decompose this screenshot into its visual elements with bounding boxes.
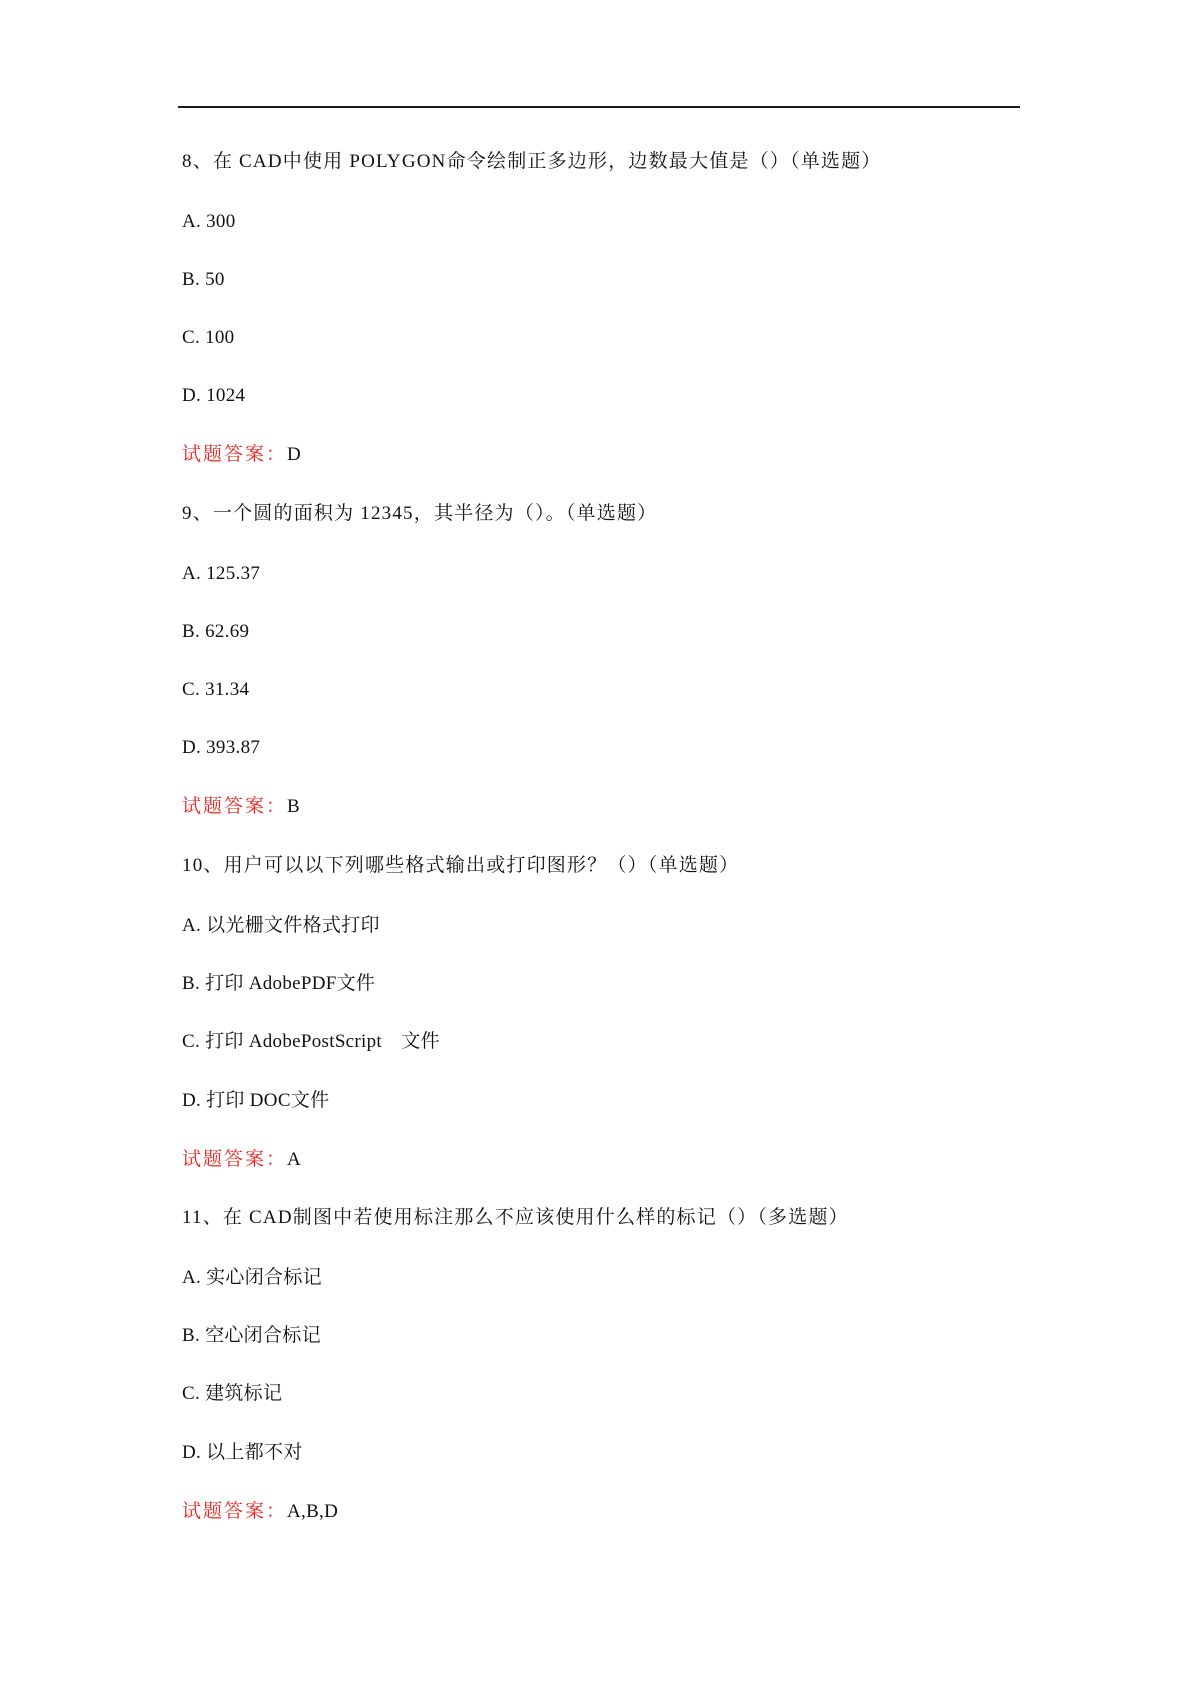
question-8-option-c: C. 100: [182, 327, 235, 348]
question-10-option-d: D. 打印 DOC文件: [182, 1090, 330, 1111]
question-8-option-b: B. 50: [182, 269, 225, 290]
question-10-stem: 10、用户可以以下列哪些格式输出或打印图形？（）（单选题）: [182, 855, 740, 876]
question-9-option-c: C. 31.34: [182, 679, 250, 700]
answer-label: 试题答案：: [182, 1149, 288, 1170]
answer-value: D: [287, 444, 302, 465]
answer-label: 试题答案：: [182, 444, 288, 465]
answer-value: A: [287, 1149, 302, 1170]
question-9-answer: [182, 795, 300, 819]
answer-label: 试题答案：: [182, 1501, 288, 1522]
question-10-answer: [182, 1148, 301, 1172]
question-11-answer: [182, 1500, 338, 1524]
question-10-option-b: B. 打印 AdobePDF文件: [182, 973, 376, 994]
header-rule: [178, 106, 1020, 108]
answer-label: 试题答案：: [182, 796, 288, 817]
question-11-option-d: D. 以上都不对: [182, 1442, 303, 1463]
question-10-option-c: C. 打印 AdobePostScript 文件: [182, 1031, 440, 1052]
question-10-option-a: A. 以光栅文件格式打印: [182, 915, 380, 936]
question-9-option-d: D. 393.87: [182, 737, 261, 758]
question-8-option-d: D. 1024: [182, 385, 246, 406]
question-9-stem: 9、一个圆的面积为 12345，其半径为（）。（单选题）: [182, 503, 658, 524]
question-11-option-b: B. 空心闭合标记: [182, 1325, 321, 1346]
question-8-answer: [182, 443, 301, 467]
question-9-option-a: A. 125.37: [182, 563, 261, 584]
answer-value: B: [287, 796, 300, 817]
answer-value: A,B,D: [287, 1501, 339, 1522]
question-11-stem: 11、在 CAD制图中若使用标注那么不应该使用什么样的标记（）（多选题）: [182, 1207, 849, 1228]
question-11-option-a: A. 实心闭合标记: [182, 1267, 322, 1288]
question-8-stem: 8、在 CAD中使用 POLYGON命令绘制正多边形，边数最大值是（）（单选题）: [182, 151, 882, 172]
question-8-option-a: A. 300: [182, 211, 236, 232]
question-9-option-b: B. 62.69: [182, 621, 250, 642]
question-11-option-c: C. 建筑标记: [182, 1383, 283, 1404]
